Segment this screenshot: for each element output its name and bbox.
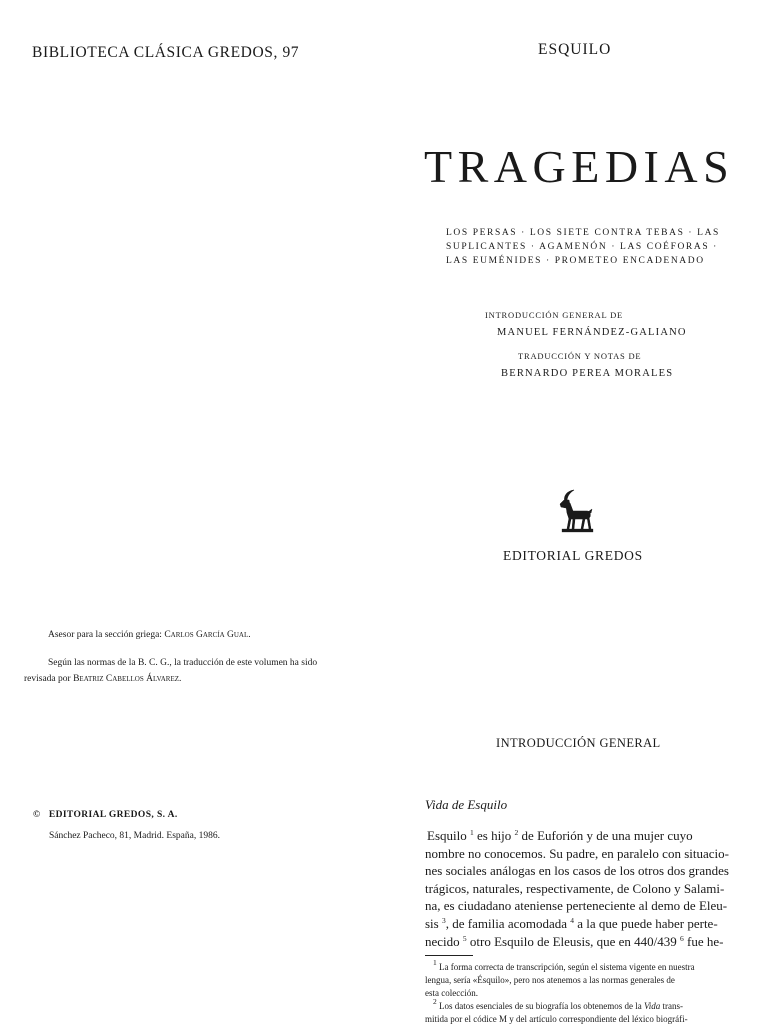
footnote-ref: 5 — [462, 933, 467, 943]
translation-credit-label: TRADUCCIÓN Y NOTAS DE — [518, 351, 642, 361]
publisher-address: Sánchez Pacheco, 81, Madrid. España, 1986. — [49, 831, 220, 841]
footnote-line: $^1$ La forma correcta de transcripción, según el sistema vigente en nuestra — [433, 958, 695, 972]
body-line: trágicos, naturales, respectivamente, de Colono y Salami- — [425, 880, 725, 896]
footnote-number: 1 — [433, 958, 437, 967]
works-line: LOS PERSAS · LOS SIETE CONTRA TEBAS · LAS — [446, 228, 720, 238]
reviewer-name: Beatriz Cabellos Álvarez. — [73, 674, 182, 684]
body-line: necido $^5$ otro Esquilo de Eleusis, que en 440/439 $^6$ fue he- — [425, 933, 724, 949]
publisher-name: EDITORIAL GREDOS — [503, 548, 643, 563]
review-paragraph — [24, 655, 324, 687]
advisor-note — [48, 630, 251, 640]
body-line: nes sociales análogas en los casos de los otros dos grandes — [425, 863, 729, 879]
copyright-line — [33, 810, 178, 820]
gredos-ibex-logo-icon — [555, 489, 595, 535]
translator-name: BERNARDO PEREA MORALES — [501, 368, 674, 379]
body-line: sis $^3$, de familia acomodada $^4$ a la que puede haber perte- — [425, 915, 718, 931]
works-line: SUPLICANTES · AGAMENÓN · LAS COÉFORAS · — [446, 242, 718, 252]
footnote-line: $^2$ Los datos esenciales de su biografía los obtenemos de la Vida trans- — [433, 997, 684, 1011]
footnote-ref: 4 — [570, 915, 575, 925]
copyright-symbol: © — [33, 810, 41, 820]
review-text: Según las normas de la B. C. G., la traducción de este volumen ha sido revisada por — [24, 658, 318, 684]
subsection-heading: Vida de Esquilo — [425, 797, 508, 812]
body-line: nombre no conocemos. Su padre, en paralelo con situacio- — [425, 845, 729, 861]
footnote-line: esta colección. — [425, 988, 478, 998]
footnote-ref: 1 — [469, 828, 474, 837]
footnote-separator — [425, 955, 473, 956]
author-name: ESQUILO — [538, 41, 612, 58]
footnote-ref: 3 — [441, 915, 446, 925]
copyright-holder: EDITORIAL GREDOS, S. A. — [48, 810, 178, 820]
footnotes — [425, 958, 731, 1026]
body-line: na, es ciudadano ateniense perteneciente al demo de Eleu- — [425, 898, 728, 914]
footnote-line: lengua, sería «Ésquilo», pero nos atenemos a las normas generales de — [425, 975, 675, 985]
footnote-ref: 6 — [680, 933, 684, 943]
footnote-line: mitida por el códice M y del artículo correspondiente del léxico biográfi- — [425, 1014, 688, 1024]
body-paragraph — [425, 827, 731, 950]
introduction-author: MANUEL FERNÁNDEZ-GALIANO — [497, 327, 687, 338]
advisor-name: Carlos García Gual. — [164, 630, 251, 640]
footnote-ref: 2 — [514, 828, 519, 837]
introduction-credit-label: INTRODUCCIÓN GENERAL DE — [485, 310, 624, 320]
body-line: Esquilo $^1$ es hijo $^2$ de Euforión y de una mujer cuyo — [427, 828, 693, 843]
footnote-number: 2 — [433, 997, 437, 1006]
review-note — [24, 655, 324, 687]
advisor-text: Asesor para la sección griega: — [48, 630, 165, 640]
works-list — [446, 226, 720, 268]
works-line: LAS EUMÉNIDES · PROMETEO ENCADENADO — [446, 256, 705, 266]
section-heading: INTRODUCCIÓN GENERAL — [496, 736, 661, 750]
book-title: TRAGEDIAS — [424, 141, 735, 192]
series-title: BIBLIOTECA CLÁSICA GREDOS, 97 — [32, 44, 300, 61]
